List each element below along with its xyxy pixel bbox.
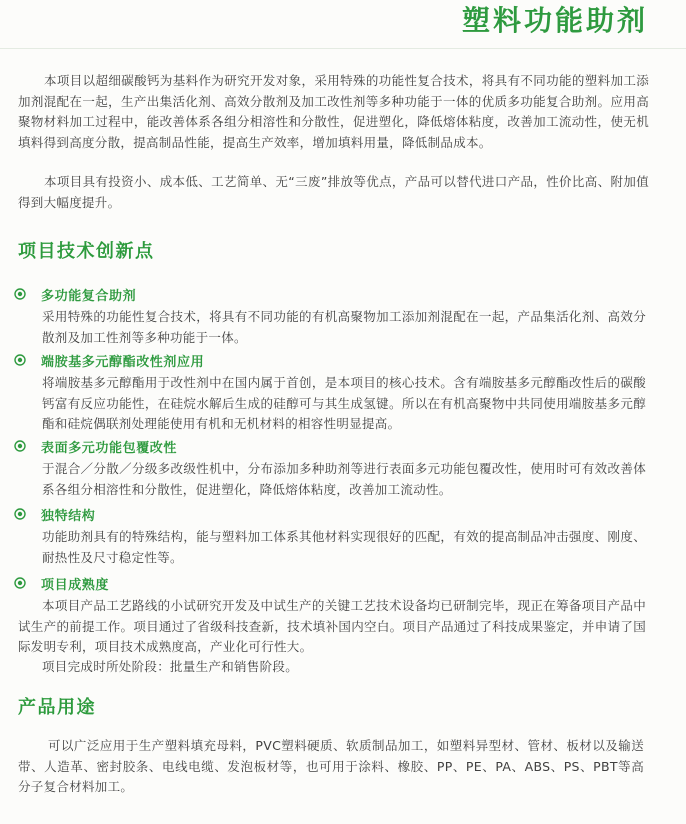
usage-heading: 产品用途 (18, 697, 96, 718)
circle-bullet-icon (14, 577, 26, 589)
intro-paragraph-2: 本项目具有投资小、成本低、工艺简单、无“三废”排放等优点，产品可以替代进口产品，性价比高、附加值得到大幅度提升。 (18, 174, 649, 210)
usage-text: 可以广泛应用于生产塑料填充母料，PVC塑料硬质、软质制品加工，如塑料异型材、管材、板材以及输送带、人造革、密封胶条、电线电缆、发泡板材等，也可用于涂料、橡胶、PP、PE、PA、ABS、PS、PBT等高分子复合材料加工。 (18, 738, 644, 795)
innovation-item-text: 功能助剂具有的特殊结构，能与塑料加工体系其他材料实现很好的匹配，有效的提高制品冲击强度、刚度、耐热性及尺寸稳定性等。 (42, 529, 646, 565)
innovation-item-text: 采用特殊的功能性复合技术，将具有不同功能的有机高聚物加工添加剂混配在一起，产品集活化剂、高效分散剂及加工性剂等多种功能于一体。 (42, 309, 646, 345)
innovation-item-label: 端胺基多元醇酯改性剂应用 (41, 354, 205, 370)
innovation-item-2 (14, 351, 204, 369)
circle-bullet-icon (14, 354, 26, 366)
circle-bullet-icon (14, 288, 26, 300)
circle-bullet-icon (14, 440, 26, 452)
innovation-item-label: 多功能复合助剂 (41, 288, 137, 304)
innovation-item-text: 本项目产品工艺路线的小试研究开发及中试生产的关键工艺技术设备均已研制完毕，现正在筹备项目产品中试生产的前提工作。项目通过了省级科技查新，技术填补国内空白。项目产品通过了科技成果鉴定，并申请了国际发明专利，项目技术成熟度高，产业化可行性大。 (18, 598, 646, 655)
innovation-item-3 (14, 437, 177, 455)
innovation-item-label: 表面多元功能包覆改性 (41, 440, 178, 456)
innovation-item-label: 独特结构 (41, 508, 96, 524)
innovation-item-text: 将端胺基多元醇酯用于改性剂中在国内属于首创，是本项目的核心技术。含有端胺基多元醇酯改性后的碳酸钙富有反应功能性，在硅烷水解后生成的硅醇可与其生成氢键。所以在有机高聚物中共同使用端胺基多元醇酯和硅烷偶联剂处理能使用有机和无机材料的相容性明显提高。 (42, 375, 646, 432)
innovation-item-label: 项目成熟度 (41, 577, 110, 593)
circle-bullet-icon (14, 508, 26, 520)
innovation-heading: 项目技术创新点 (18, 241, 155, 262)
innovation-item-4 (14, 505, 95, 523)
intro-paragraph-1: 本项目以超细碳酸钙为基料作为研究开发对象，采用特殊的功能性复合技术，将具有不同功能的塑料加工添加剂混配在一起，生产出集活化剂、高效分散剂及加工改性剂等多种功能于一体的优质多功能复合助剂。应用高聚物材料加工过程中，能改善体系各组分相溶性和分散性，促进塑化，降低熔体粘度，改善加工流动性，使无机填料得到高度分散，提高制品性能，提高生产效率，增加填料用量，降低制品成本。 (18, 73, 649, 150)
title-divider (0, 48, 686, 49)
innovation-item-1 (14, 285, 136, 303)
page-title: 塑料功能助剂 (461, 4, 648, 37)
innovation-item-5 (14, 574, 109, 592)
innovation-item-text: 于混合／分散／分级多改级性机中，分布添加多种助剂等进行表面多元功能包覆改性，使用时可有效改善体系各组分相溶性和分散性，促进塑化，降低熔体粘度，改善加工流动性。 (42, 461, 646, 497)
innovation-item-text-2: 项目完成时所处阶段：批量生产和销售阶段。 (42, 659, 299, 674)
